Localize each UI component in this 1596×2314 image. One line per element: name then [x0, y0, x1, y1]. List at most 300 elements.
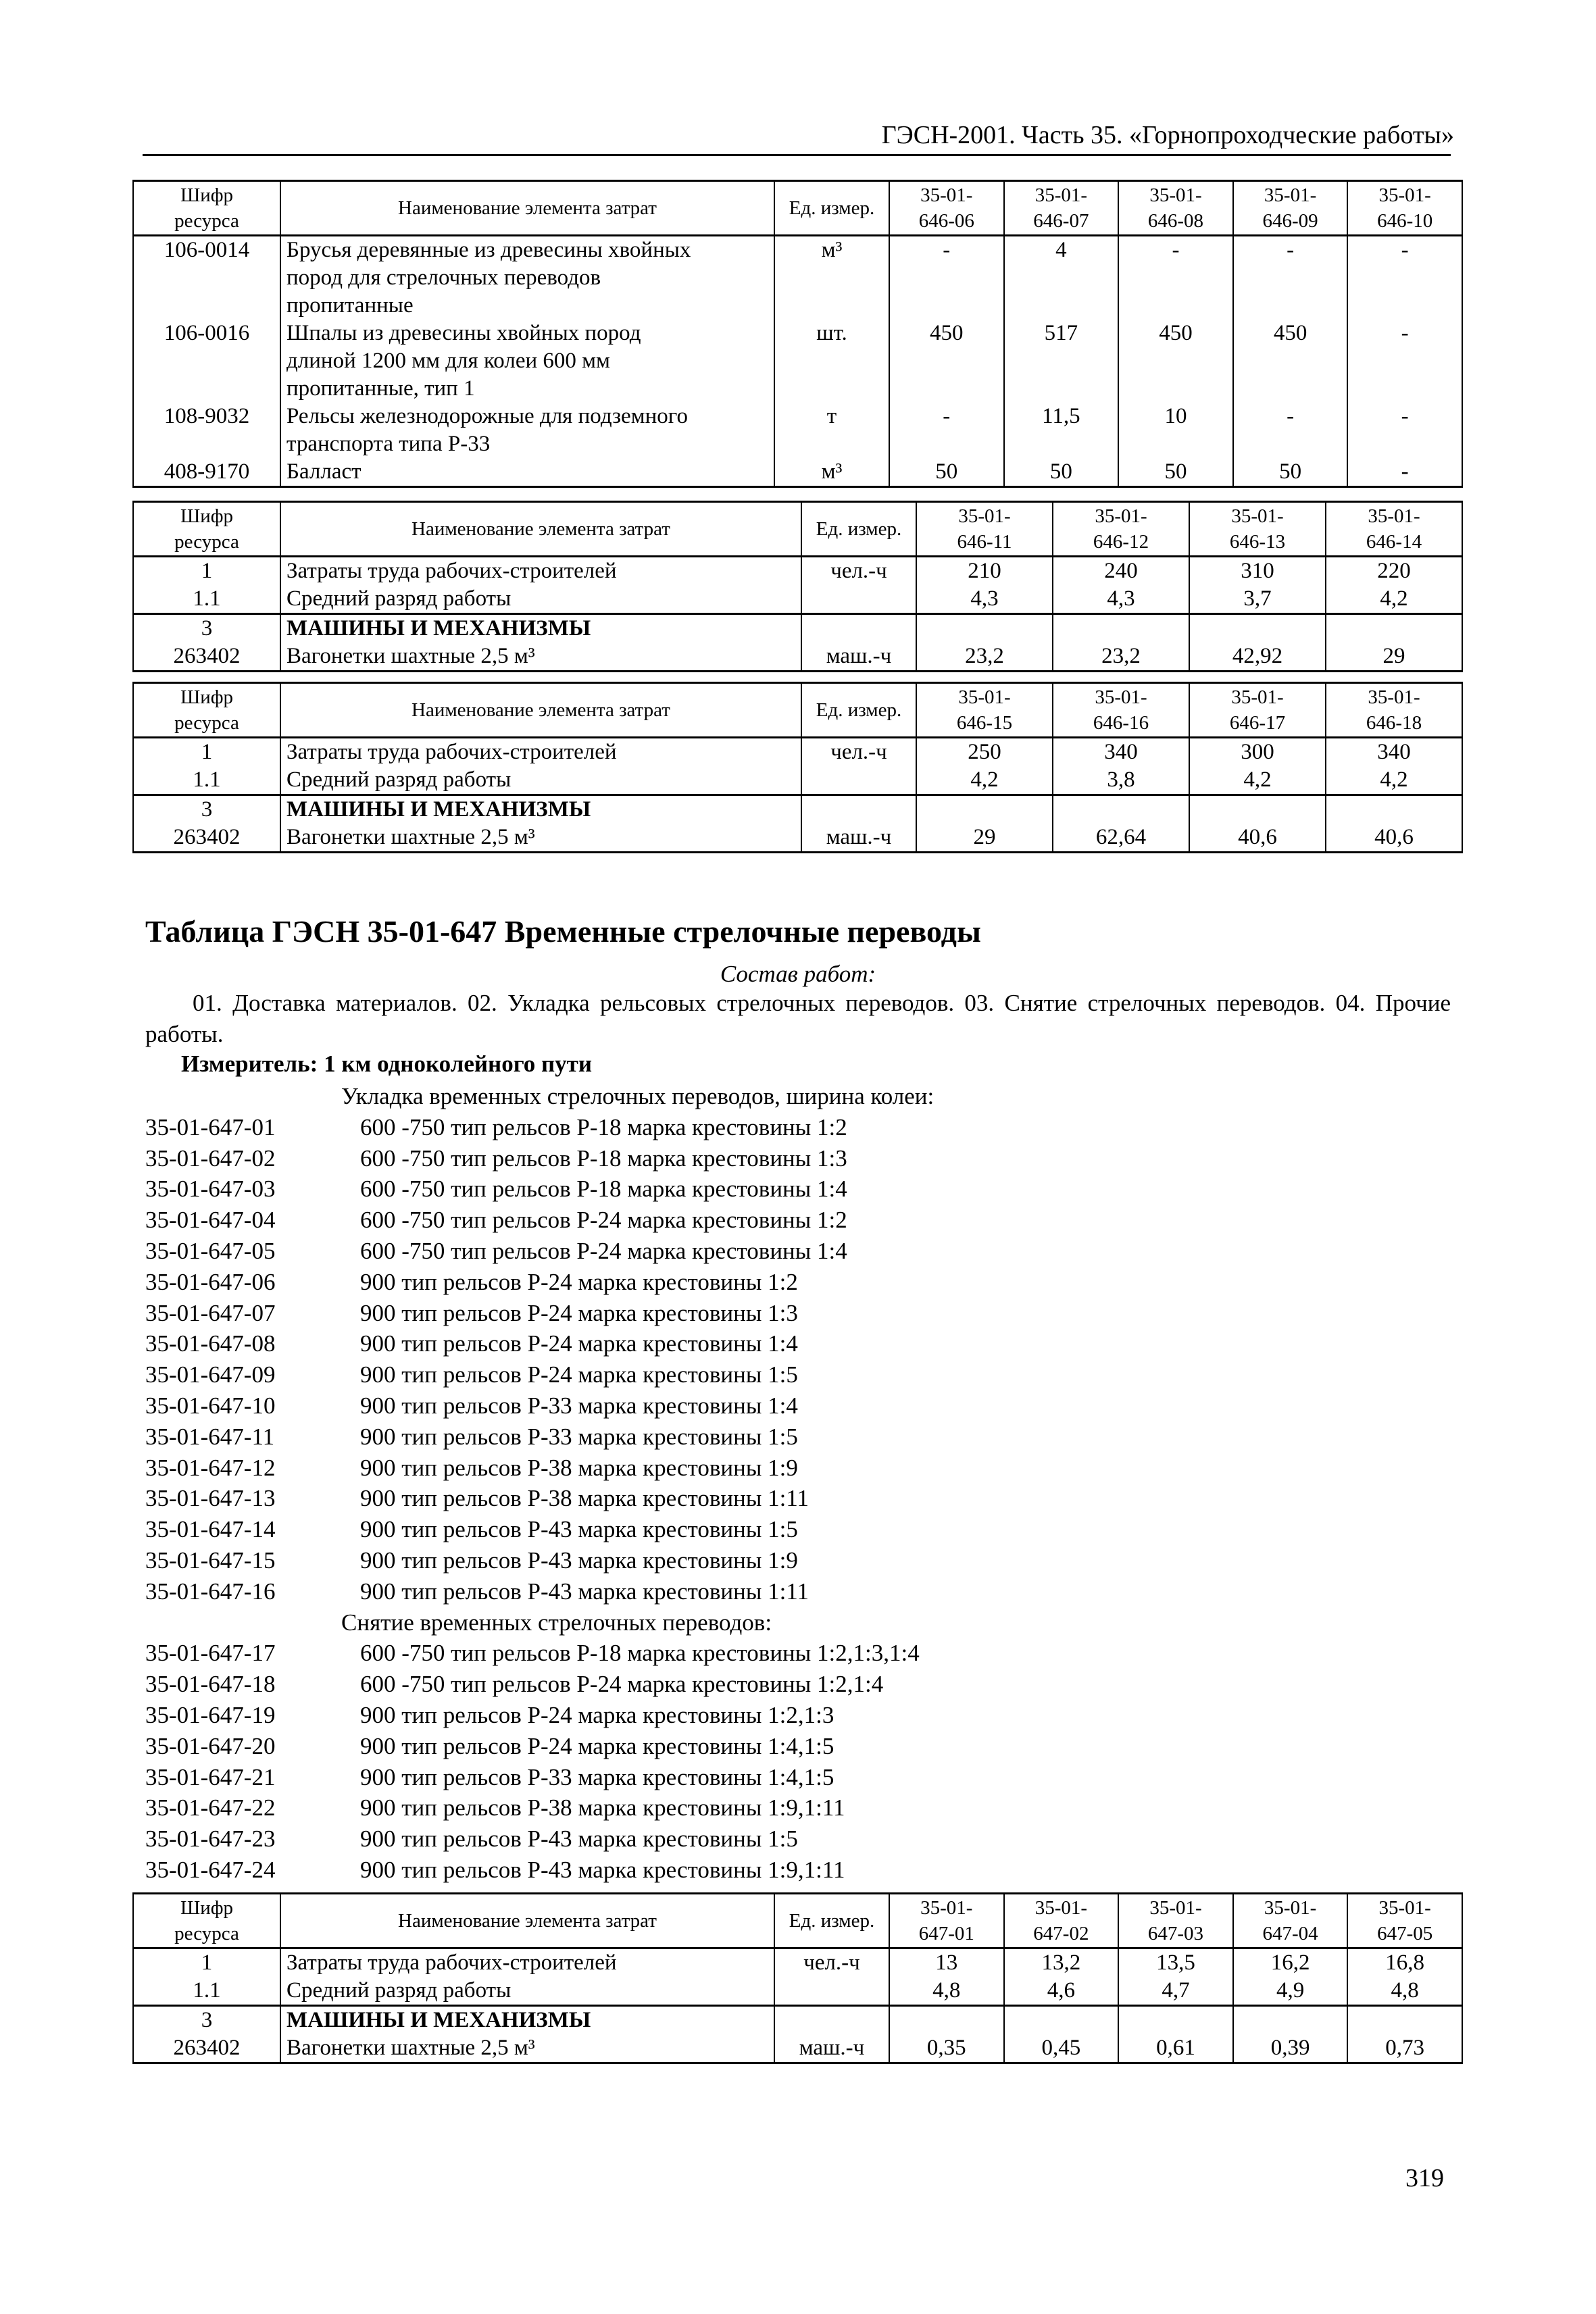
norm-list [145, 1081, 1451, 1886]
header-name: Наименование элемента затрат [280, 683, 801, 738]
norm-code: 35-01-647-06 [145, 1268, 276, 1295]
header-norm-code-line: 647-04 [1262, 1923, 1318, 1944]
list-item [145, 1390, 1451, 1422]
resource-name [280, 1977, 774, 2006]
unit [801, 766, 916, 795]
list-item [145, 1174, 1451, 1205]
value-cell: 29 [1326, 643, 1462, 672]
norm-code: 35-01-647-22 [145, 1794, 276, 1821]
header-norm-code-line: 646-13 [1229, 531, 1286, 553]
resource-name-line: Затраты труда рабочих-строителей [286, 740, 617, 764]
header-norm-code-line: 35-01- [958, 686, 1011, 708]
resource-name-line: пропитанные, тип 1 [286, 376, 475, 401]
header-code-line: ресурса [174, 531, 239, 553]
table-row [133, 2006, 1462, 2035]
header-name: Наименование элемента затрат [280, 181, 774, 236]
unit: чел.-ч [774, 1948, 889, 1978]
norm-code: 35-01-647-01 [145, 1113, 276, 1140]
unit [801, 585, 916, 614]
resource-code: 263402 [133, 643, 280, 672]
value-cell: 450 [1118, 320, 1233, 403]
resource-name-line: Средний разряд работы [286, 1978, 512, 2003]
list-subheading: Снятие временных стрелочных переводов: [341, 1609, 772, 1636]
header-norm-code-line: 646-06 [918, 210, 974, 232]
resource-name-line: МАШИНЫ И МЕХАНИЗМЫ [286, 616, 591, 640]
norm-description: 600 -750 тип рельсов Р-18 марка крестовины 1:2 [360, 1113, 847, 1140]
resource-name-line: Вагонетки шахтные 2,5 м³ [286, 644, 535, 668]
value-cell [916, 795, 1053, 824]
resource-table-647-01-05 [132, 1892, 1463, 2064]
header-norm-code [1347, 181, 1462, 236]
header-norm-code-line: 35-01- [1095, 505, 1147, 527]
value-cell [1004, 2006, 1119, 2035]
list-item [145, 1422, 1451, 1453]
header-norm-code [916, 683, 1053, 738]
resource-name [280, 738, 801, 767]
norm-code: 35-01-647-19 [145, 1701, 276, 1728]
resource-code: 1.1 [133, 585, 280, 614]
table-row [133, 738, 1462, 767]
value-cell: 4,6 [1004, 1977, 1119, 2006]
list-item [145, 1359, 1451, 1390]
norm-description: 900 тип рельсов Р-24 марка крестовины 1:2,1:3 [360, 1701, 834, 1728]
resource-code: 1 [133, 738, 280, 767]
header-unit: Ед. измер. [801, 502, 916, 557]
header-code [133, 1894, 280, 1948]
unit: маш.-ч [801, 824, 916, 853]
header-row [133, 683, 1462, 738]
value-cell: - [889, 403, 1004, 458]
value-cell: 16,2 [1233, 1948, 1348, 1978]
resource-code: 1.1 [133, 1977, 280, 2006]
unit: шт. [774, 320, 889, 403]
header-name: Наименование элемента затрат [280, 502, 801, 557]
resource-name [280, 403, 774, 458]
resource-name [280, 458, 774, 487]
list-item [145, 1638, 1451, 1669]
resource-name-line: Средний разряд работы [286, 768, 512, 792]
composition-label: Состав работ: [720, 961, 876, 987]
list-subheading: Укладка временных стрелочных переводов, ширина колеи: [341, 1083, 934, 1109]
value-cell: 450 [1233, 320, 1348, 403]
norm-description: 900 тип рельсов Р-33 марка крестовины 1:4,1:5 [360, 1763, 834, 1790]
norm-description: 900 тип рельсов Р-43 марка крестовины 1:5 [360, 1516, 798, 1543]
norm-code: 35-01-647-10 [145, 1392, 276, 1419]
norm-description: 600 -750 тип рельсов Р-18 марка крестовины 1:3 [360, 1145, 847, 1172]
header-norm-code-line: 647-02 [1033, 1923, 1089, 1944]
resource-name [280, 1948, 774, 1978]
header-norm-code-line: 35-01- [1231, 686, 1284, 708]
value-cell [916, 614, 1053, 643]
resource-name [280, 236, 774, 320]
table-row [133, 766, 1462, 795]
value-cell: 50 [1233, 458, 1348, 487]
value-cell: 23,2 [916, 643, 1053, 672]
value-cell [1326, 614, 1462, 643]
resource-code: 263402 [133, 824, 280, 853]
list-item [145, 1823, 1451, 1855]
header-code-line: ресурса [174, 1923, 239, 1944]
norm-description: 900 тип рельсов Р-43 марка крестовины 1:5 [360, 1826, 798, 1853]
value-cell: 0,39 [1233, 2034, 1348, 2063]
header-norm-code-line: 35-01- [1378, 1897, 1431, 1919]
header-row [133, 1894, 1462, 1948]
value-cell [1189, 795, 1326, 824]
value-cell: 40,6 [1326, 824, 1462, 853]
resource-table-646-11-14 [132, 501, 1463, 672]
table-row [133, 2034, 1462, 2063]
header-row [133, 502, 1462, 557]
norm-description: 600 -750 тип рельсов Р-18 марка крестовины 1:4 [360, 1176, 847, 1203]
norm-code: 35-01-647-12 [145, 1454, 276, 1481]
unit: чел.-ч [801, 557, 916, 586]
norm-code: 35-01-647-14 [145, 1516, 276, 1543]
table-row [133, 643, 1462, 672]
header-norm-code [1053, 683, 1189, 738]
resource-name-line: МАШИНЫ И МЕХАНИЗМЫ [286, 2008, 591, 2032]
value-cell: 300 [1189, 738, 1326, 767]
value-cell [1233, 2006, 1348, 2035]
header-norm-code-line: 647-05 [1377, 1923, 1433, 1944]
header-norm-code [1004, 181, 1119, 236]
value-cell: 240 [1053, 557, 1189, 586]
norm-description: 900 тип рельсов Р-38 марка крестовины 1:9,1:11 [360, 1794, 845, 1821]
header-norm-code-line: 35-01- [958, 505, 1011, 527]
header-norm-code [889, 1894, 1004, 1948]
value-cell: - [889, 236, 1004, 320]
header-norm-code-line: 35-01- [1264, 184, 1317, 206]
resource-name-line: Вагонетки шахтные 2,5 м³ [286, 825, 535, 849]
table-row [133, 824, 1462, 853]
unit [801, 614, 916, 643]
header-norm-code-line: 35-01- [920, 1897, 973, 1919]
header-norm-code-line: 647-03 [1147, 1923, 1204, 1944]
header-norm-code-line: 646-10 [1377, 210, 1433, 232]
header-norm-code-line: 35-01- [920, 184, 973, 206]
resource-name-line: транспорта типа Р-33 [286, 432, 491, 456]
header-code-line: ресурса [174, 712, 239, 734]
value-cell: 42,92 [1189, 643, 1326, 672]
header-norm-code [916, 502, 1053, 557]
norm-description: 900 тип рельсов Р-24 марка крестовины 1:2 [360, 1268, 798, 1295]
unit [801, 795, 916, 824]
list-item [145, 1700, 1451, 1731]
header-norm-code-line: 35-01- [1368, 505, 1420, 527]
header-norm-code-line: 646-12 [1093, 531, 1149, 553]
header-norm-code-line: 646-09 [1262, 210, 1318, 232]
norm-description: 900 тип рельсов Р-24 марка крестовины 1:5 [360, 1361, 798, 1388]
resource-code: 108-9032 [133, 403, 280, 458]
norm-code: 35-01-647-20 [145, 1732, 276, 1759]
value-cell: 4,3 [916, 585, 1053, 614]
header-code [133, 502, 280, 557]
norm-code: 35-01-647-17 [145, 1640, 276, 1667]
value-cell: 4,8 [1347, 1977, 1462, 2006]
resource-name [280, 2006, 774, 2035]
norm-code: 35-01-647-04 [145, 1207, 276, 1234]
header-norm-code [1347, 1894, 1462, 1948]
value-cell: 340 [1053, 738, 1189, 767]
norm-code: 35-01-647-09 [145, 1361, 276, 1388]
norm-description: 600 -750 тип рельсов Р-24 марка крестовины 1:4 [360, 1237, 847, 1264]
header-norm-code-line: 646-18 [1366, 712, 1422, 734]
header-norm-code-line: 647-01 [918, 1923, 974, 1944]
resource-code: 3 [133, 795, 280, 824]
norm-code: 35-01-647-15 [145, 1546, 276, 1574]
resource-name [280, 585, 801, 614]
value-cell: 11,5 [1004, 403, 1119, 458]
value-cell: 50 [1118, 458, 1233, 487]
header-norm-code-line: 35-01- [1149, 1897, 1202, 1919]
header-unit: Ед. измер. [774, 1894, 889, 1948]
norm-description: 900 тип рельсов Р-24 марка крестовины 1:4,1:5 [360, 1732, 834, 1759]
norm-description: 900 тип рельсов Р-33 марка крестовины 1:5 [360, 1423, 798, 1450]
list-item [145, 1669, 1451, 1700]
resource-code: 1.1 [133, 766, 280, 795]
table-row [133, 614, 1462, 643]
resource-name-line: Средний разряд работы [286, 586, 512, 611]
header-code [133, 181, 280, 236]
resource-name-line: МАШИНЫ И МЕХАНИЗМЫ [286, 797, 591, 822]
header-code-line: Шифр [180, 686, 234, 708]
header-norm-code [1053, 502, 1189, 557]
list-item [145, 1545, 1451, 1576]
norm-description: 900 тип рельсов Р-24 марка крестовины 1:3 [360, 1299, 798, 1326]
header-norm-code-line: 646-14 [1366, 531, 1422, 553]
norm-code: 35-01-647-03 [145, 1176, 276, 1203]
list-item [145, 1143, 1451, 1174]
resource-name-line: Рельсы железнодорожные для подземного [286, 404, 688, 428]
header-unit: Ед. измер. [774, 181, 889, 236]
value-cell [889, 2006, 1004, 2035]
value-cell: 23,2 [1053, 643, 1189, 672]
norm-description: 600 -750 тип рельсов Р-24 марка крестовины 1:2,1:4 [360, 1671, 884, 1698]
unit: т [774, 403, 889, 458]
table-row [133, 403, 1462, 458]
resource-name-line: длиной 1200 мм для колеи 600 мм [286, 349, 610, 373]
resource-code: 1 [133, 557, 280, 586]
header-norm-code [1189, 683, 1326, 738]
table-row [133, 236, 1462, 320]
resource-code: 408-9170 [133, 458, 280, 487]
header-code [133, 683, 280, 738]
header-norm-code-line: 35-01- [1034, 1897, 1088, 1919]
resource-name [280, 643, 801, 672]
resource-code: 263402 [133, 2034, 280, 2063]
unit: чел.-ч [801, 738, 916, 767]
value-cell [1053, 795, 1189, 824]
value-cell: 310 [1189, 557, 1326, 586]
unit: маш.-ч [801, 643, 916, 672]
value-cell: - [1118, 236, 1233, 320]
resource-name [280, 614, 801, 643]
value-cell: - [1233, 236, 1348, 320]
resource-name-line: Вагонетки шахтные 2,5 м³ [286, 2036, 535, 2060]
resource-code: 3 [133, 614, 280, 643]
norm-code: 35-01-647-11 [145, 1423, 275, 1450]
header-norm-code-line: 35-01- [1378, 184, 1431, 206]
header-code-line: ресурса [174, 210, 239, 232]
resource-table-646-15-18 [132, 682, 1463, 853]
value-cell: 0,73 [1347, 2034, 1462, 2063]
value-cell: 13,5 [1118, 1948, 1233, 1978]
value-cell [1347, 2006, 1462, 2035]
resource-name [280, 795, 801, 824]
value-cell: 0,35 [889, 2034, 1004, 2063]
value-cell: 13 [889, 1948, 1004, 1978]
norm-description: 600 -750 тип рельсов Р-24 марка крестовины 1:2 [360, 1207, 847, 1234]
list-item [145, 1483, 1451, 1514]
list-item [145, 1298, 1451, 1329]
header-norm-code-line: 646-17 [1229, 712, 1286, 734]
header-norm-code [1326, 683, 1462, 738]
list-item [145, 1792, 1451, 1823]
resource-name [280, 2034, 774, 2063]
table-row [133, 585, 1462, 614]
norm-code: 35-01-647-23 [145, 1826, 276, 1853]
header-norm-code [1326, 502, 1462, 557]
list-item [145, 1453, 1451, 1484]
header-row [133, 181, 1462, 236]
value-cell: 517 [1004, 320, 1119, 403]
list-item [145, 1514, 1451, 1545]
value-cell: 4 [1004, 236, 1119, 320]
resource-name [280, 766, 801, 795]
header-norm-code-line: 646-16 [1093, 712, 1149, 734]
norm-description: 900 тип рельсов Р-43 марка крестовины 1:9,1:11 [360, 1856, 845, 1883]
value-cell: 13,2 [1004, 1948, 1119, 1978]
table-row [133, 1948, 1462, 1978]
resource-code: 3 [133, 2006, 280, 2035]
header-norm-code-line: 646-07 [1033, 210, 1089, 232]
norm-code: 35-01-647-08 [145, 1330, 276, 1357]
norm-description: 900 тип рельсов Р-38 марка крестовины 1:11 [360, 1485, 809, 1512]
header-norm-code [889, 181, 1004, 236]
value-cell: 4,3 [1053, 585, 1189, 614]
list-item [145, 1236, 1451, 1267]
header-norm-code-line: 35-01- [1149, 184, 1202, 206]
value-cell: - [1233, 403, 1348, 458]
resource-name-line: пропитанные [286, 293, 414, 318]
list-item [145, 1267, 1451, 1298]
resource-name-line: пород для стрелочных переводов [286, 266, 601, 290]
resource-name-line: Брусья деревянные из древесины хвойных [286, 238, 691, 262]
value-cell: 62,64 [1053, 824, 1189, 853]
list-item [145, 1731, 1451, 1762]
header-code-line: Шифр [180, 184, 234, 206]
value-cell: 210 [916, 557, 1053, 586]
list-item [145, 1112, 1451, 1143]
header-norm-code [1004, 1894, 1119, 1948]
list-item [145, 1576, 1451, 1607]
meter-label: Измеритель: 1 км одноколейного пути [181, 1051, 592, 1077]
value-cell [1053, 614, 1189, 643]
table-row [133, 795, 1462, 824]
unit [774, 1977, 889, 2006]
header-code-line: Шифр [180, 505, 234, 527]
value-cell: - [1347, 403, 1462, 458]
resource-name-line: Балласт [286, 459, 361, 484]
resource-code: 1 [133, 1948, 280, 1978]
resource-name [280, 320, 774, 403]
unit: маш.-ч [774, 2034, 889, 2063]
list-item [145, 1328, 1451, 1359]
value-cell: 220 [1326, 557, 1462, 586]
value-cell: 4,9 [1233, 1977, 1348, 2006]
value-cell: 4,7 [1118, 1977, 1233, 2006]
header-norm-code [1118, 181, 1233, 236]
value-cell: 50 [1004, 458, 1119, 487]
value-cell: 4,2 [1189, 766, 1326, 795]
resource-name [280, 557, 801, 586]
running-header: ГЭСН-2001. Часть 35. «Горнопроходческие работы» [881, 121, 1454, 149]
composition-text: 01. Доставка материалов. 02. Укладка рельсовых стрелочных переводов. 03. Снятие стрелочных переводов. 04. Прочие работы. [145, 990, 1451, 1047]
norm-code: 35-01-647-05 [145, 1237, 276, 1264]
norm-description: 600 -750 тип рельсов Р-18 марка крестовины 1:2,1:3,1:4 [360, 1640, 920, 1667]
header-norm-code-line: 646-11 [957, 531, 1012, 553]
resource-name-line: Затраты труда рабочих-строителей [286, 1951, 617, 1975]
table-row [133, 320, 1462, 403]
norm-description: 900 тип рельсов Р-38 марка крестовины 1:9 [360, 1454, 798, 1481]
value-cell: - [1347, 236, 1462, 320]
value-cell [1326, 795, 1462, 824]
norm-description: 900 тип рельсов Р-24 марка крестовины 1:4 [360, 1330, 798, 1357]
value-cell: 3,8 [1053, 766, 1189, 795]
header-code-line: Шифр [180, 1897, 234, 1919]
norm-code: 35-01-647-16 [145, 1578, 276, 1605]
value-cell: 10 [1118, 403, 1233, 458]
value-cell: 4,8 [889, 1977, 1004, 2006]
value-cell: 16,8 [1347, 1948, 1462, 1978]
resource-code: 106-0014 [133, 236, 280, 320]
list-item [145, 1205, 1451, 1236]
header-norm-code [1189, 502, 1326, 557]
value-cell [1118, 2006, 1233, 2035]
value-cell: 0,45 [1004, 2034, 1119, 2063]
value-cell [1189, 614, 1326, 643]
value-cell: 0,61 [1118, 2034, 1233, 2063]
norm-description: 900 тип рельсов Р-33 марка крестовины 1:4 [360, 1392, 798, 1419]
value-cell: 250 [916, 738, 1053, 767]
value-cell: 50 [889, 458, 1004, 487]
value-cell: 450 [889, 320, 1004, 403]
header-rule [143, 154, 1451, 156]
table-row [133, 458, 1462, 487]
norm-description: 900 тип рельсов Р-43 марка крестовины 1:11 [360, 1578, 809, 1605]
header-unit: Ед. измер. [801, 683, 916, 738]
header-norm-code-line: 35-01- [1368, 686, 1420, 708]
resource-code: 106-0016 [133, 320, 280, 403]
value-cell: 4,2 [1326, 766, 1462, 795]
page-number: 319 [1405, 2164, 1444, 2192]
header-norm-code-line: 35-01- [1034, 184, 1088, 206]
header-norm-code-line: 646-15 [956, 712, 1013, 734]
list-item [145, 1762, 1451, 1793]
header-norm-code [1233, 181, 1348, 236]
header-norm-code-line: 646-08 [1147, 210, 1204, 232]
list-item [145, 1855, 1451, 1886]
unit [774, 2006, 889, 2035]
table-row [133, 557, 1462, 586]
section-title: Таблица ГЭСН 35-01-647 Временные стрелочные переводы [145, 914, 981, 949]
value-cell: 40,6 [1189, 824, 1326, 853]
value-cell: 4,2 [1326, 585, 1462, 614]
value-cell: 340 [1326, 738, 1462, 767]
resource-name [280, 824, 801, 853]
header-norm-code [1233, 1894, 1348, 1948]
norm-code: 35-01-647-24 [145, 1856, 276, 1883]
header-norm-code [1118, 1894, 1233, 1948]
